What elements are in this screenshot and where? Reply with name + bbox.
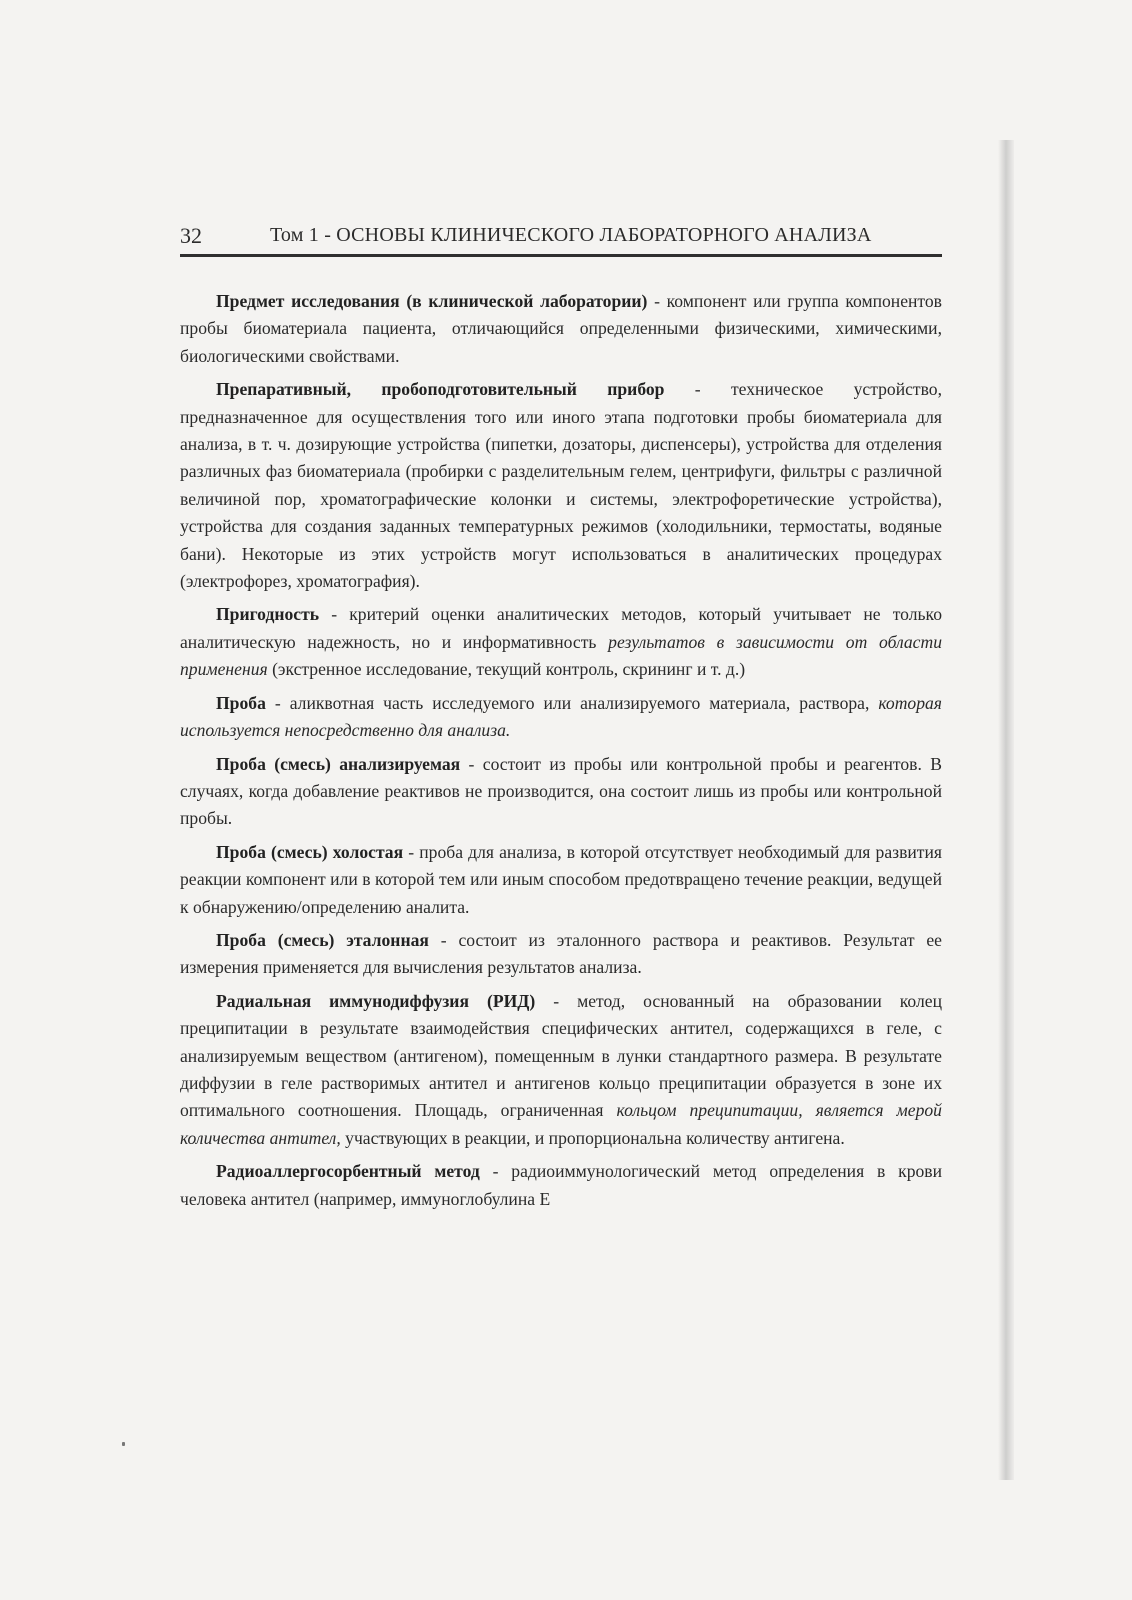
- entry-definition: - проба для анализа, в которой отсутствует необходимый для развития реакции компонент или в которой тем или иным способом предотвращено течение реакции, ведущей к обнаружению/определению аналита.: [180, 841, 942, 917]
- glossary-entry: [180, 690, 942, 745]
- entry-term: Радиоаллергосорбентный метод: [216, 1161, 480, 1182]
- entry-definition: - метод, основанный на образовании колец преципитации в результате взаимодействия специфических антител, содержащихся в геле, с анализируемым веществом (антигеном), помещенным в лунки стандартного размера. В результате диффузии в геле растворимых антител и антигенов кольцо преципитации образуется в зоне их оптимального соотношения. Площадь, ограниченная: [180, 990, 942, 1121]
- entry-definition: - аликвотная часть исследуемого или анализируемого материала, раствора,: [265, 692, 879, 713]
- glossary-entry: [180, 601, 942, 683]
- running-head: [180, 219, 942, 259]
- glossary-entry: [180, 988, 942, 1152]
- entry-term: Радиальная иммунодиффузия (РИД): [216, 990, 536, 1011]
- entry-definition-italic: кольцом преципитации, является мерой количества антител,: [180, 1100, 942, 1148]
- glossary-entry: [180, 288, 942, 370]
- entry-definition: - критерий оценки аналитических методов, который учитывает не только аналитическую надежность, но и информативность: [180, 604, 942, 652]
- entry-definition: - компонент или группа компонентов пробы биоматериала пациента, отличающийся определенными физическими, химическими, биологическими свойствами.: [180, 291, 942, 366]
- entry-term: Проба (смесь) эталонная: [216, 929, 429, 950]
- entry-definition-tail: участвующих в реакции, и пропорциональна количеству антигена.: [340, 1127, 845, 1148]
- header-rule: [180, 254, 942, 257]
- entry-definition-italic: результатов в зависимости от области применения: [180, 631, 942, 680]
- glossary-text: [180, 288, 942, 1219]
- glossary-entry: [180, 927, 942, 982]
- entry-term: Пригодность: [216, 604, 320, 625]
- entry-definition: - радиоиммунологический метод определения в крови человека антител (например, иммуноглобулина Е: [180, 1161, 943, 1209]
- entry-definition: - техническое устройство, предназначенное для осуществления того или иного этапа подготовки пробы биоматериала для анализа, в т. ч. дозирующие устройства (пипетки, дозаторы, диспенсеры), устройства для отделения различных фаз биоматериала (пробирки с разделительным гелем, центрифуги, фильтры с различной величиной пор, хроматографические колонки и системы, электрофоретические устройства), устройства для создания заданных температурных режимов (холодильники, термостаты, водяные бани). Некоторые из этих устройств могут использоваться в аналитических процедурах (электрофорез, хроматография).: [180, 379, 942, 592]
- entry-definition-tail: (экстренное исследование, текущий контроль, скрининг и т. д.): [267, 659, 746, 680]
- entry-definition: - состоит из эталонного раствора и реактивов. Результат ее измерения применяется для вычисления результатов анализа.: [180, 929, 942, 978]
- glossary-entry: [180, 376, 942, 595]
- scan-speck: [122, 1442, 125, 1446]
- page-number: 32: [180, 223, 202, 248]
- entry-definition-italic: которая используется непосредственно для анализа.: [180, 692, 942, 741]
- entry-term: Предмет исследования (в клинической лаборатории): [216, 291, 648, 311]
- entry-term: Проба: [216, 692, 266, 713]
- glossary-entry: [180, 1158, 942, 1213]
- glossary-entry: [180, 839, 942, 921]
- entry-term: Препаративный, пробоподготовительный прибор: [216, 379, 665, 400]
- glossary-entry: [180, 751, 942, 833]
- entry-term: Проба (смесь) холостая: [216, 841, 404, 862]
- entry-term: Проба (смесь) анализируемая: [216, 753, 461, 774]
- running-head-title: Том 1 - ОСНОВЫ КЛИНИЧЕСКОГО ЛАБОРАТОРНОГО АНАЛИЗА: [270, 224, 872, 246]
- entry-definition: - состоит из пробы или контрольной пробы и реагентов. В случаях, когда добавление реактивов не производится, она состоит лишь из пробы или контрольной пробы.: [180, 753, 942, 829]
- page-gutter-shadow: [998, 140, 1014, 1480]
